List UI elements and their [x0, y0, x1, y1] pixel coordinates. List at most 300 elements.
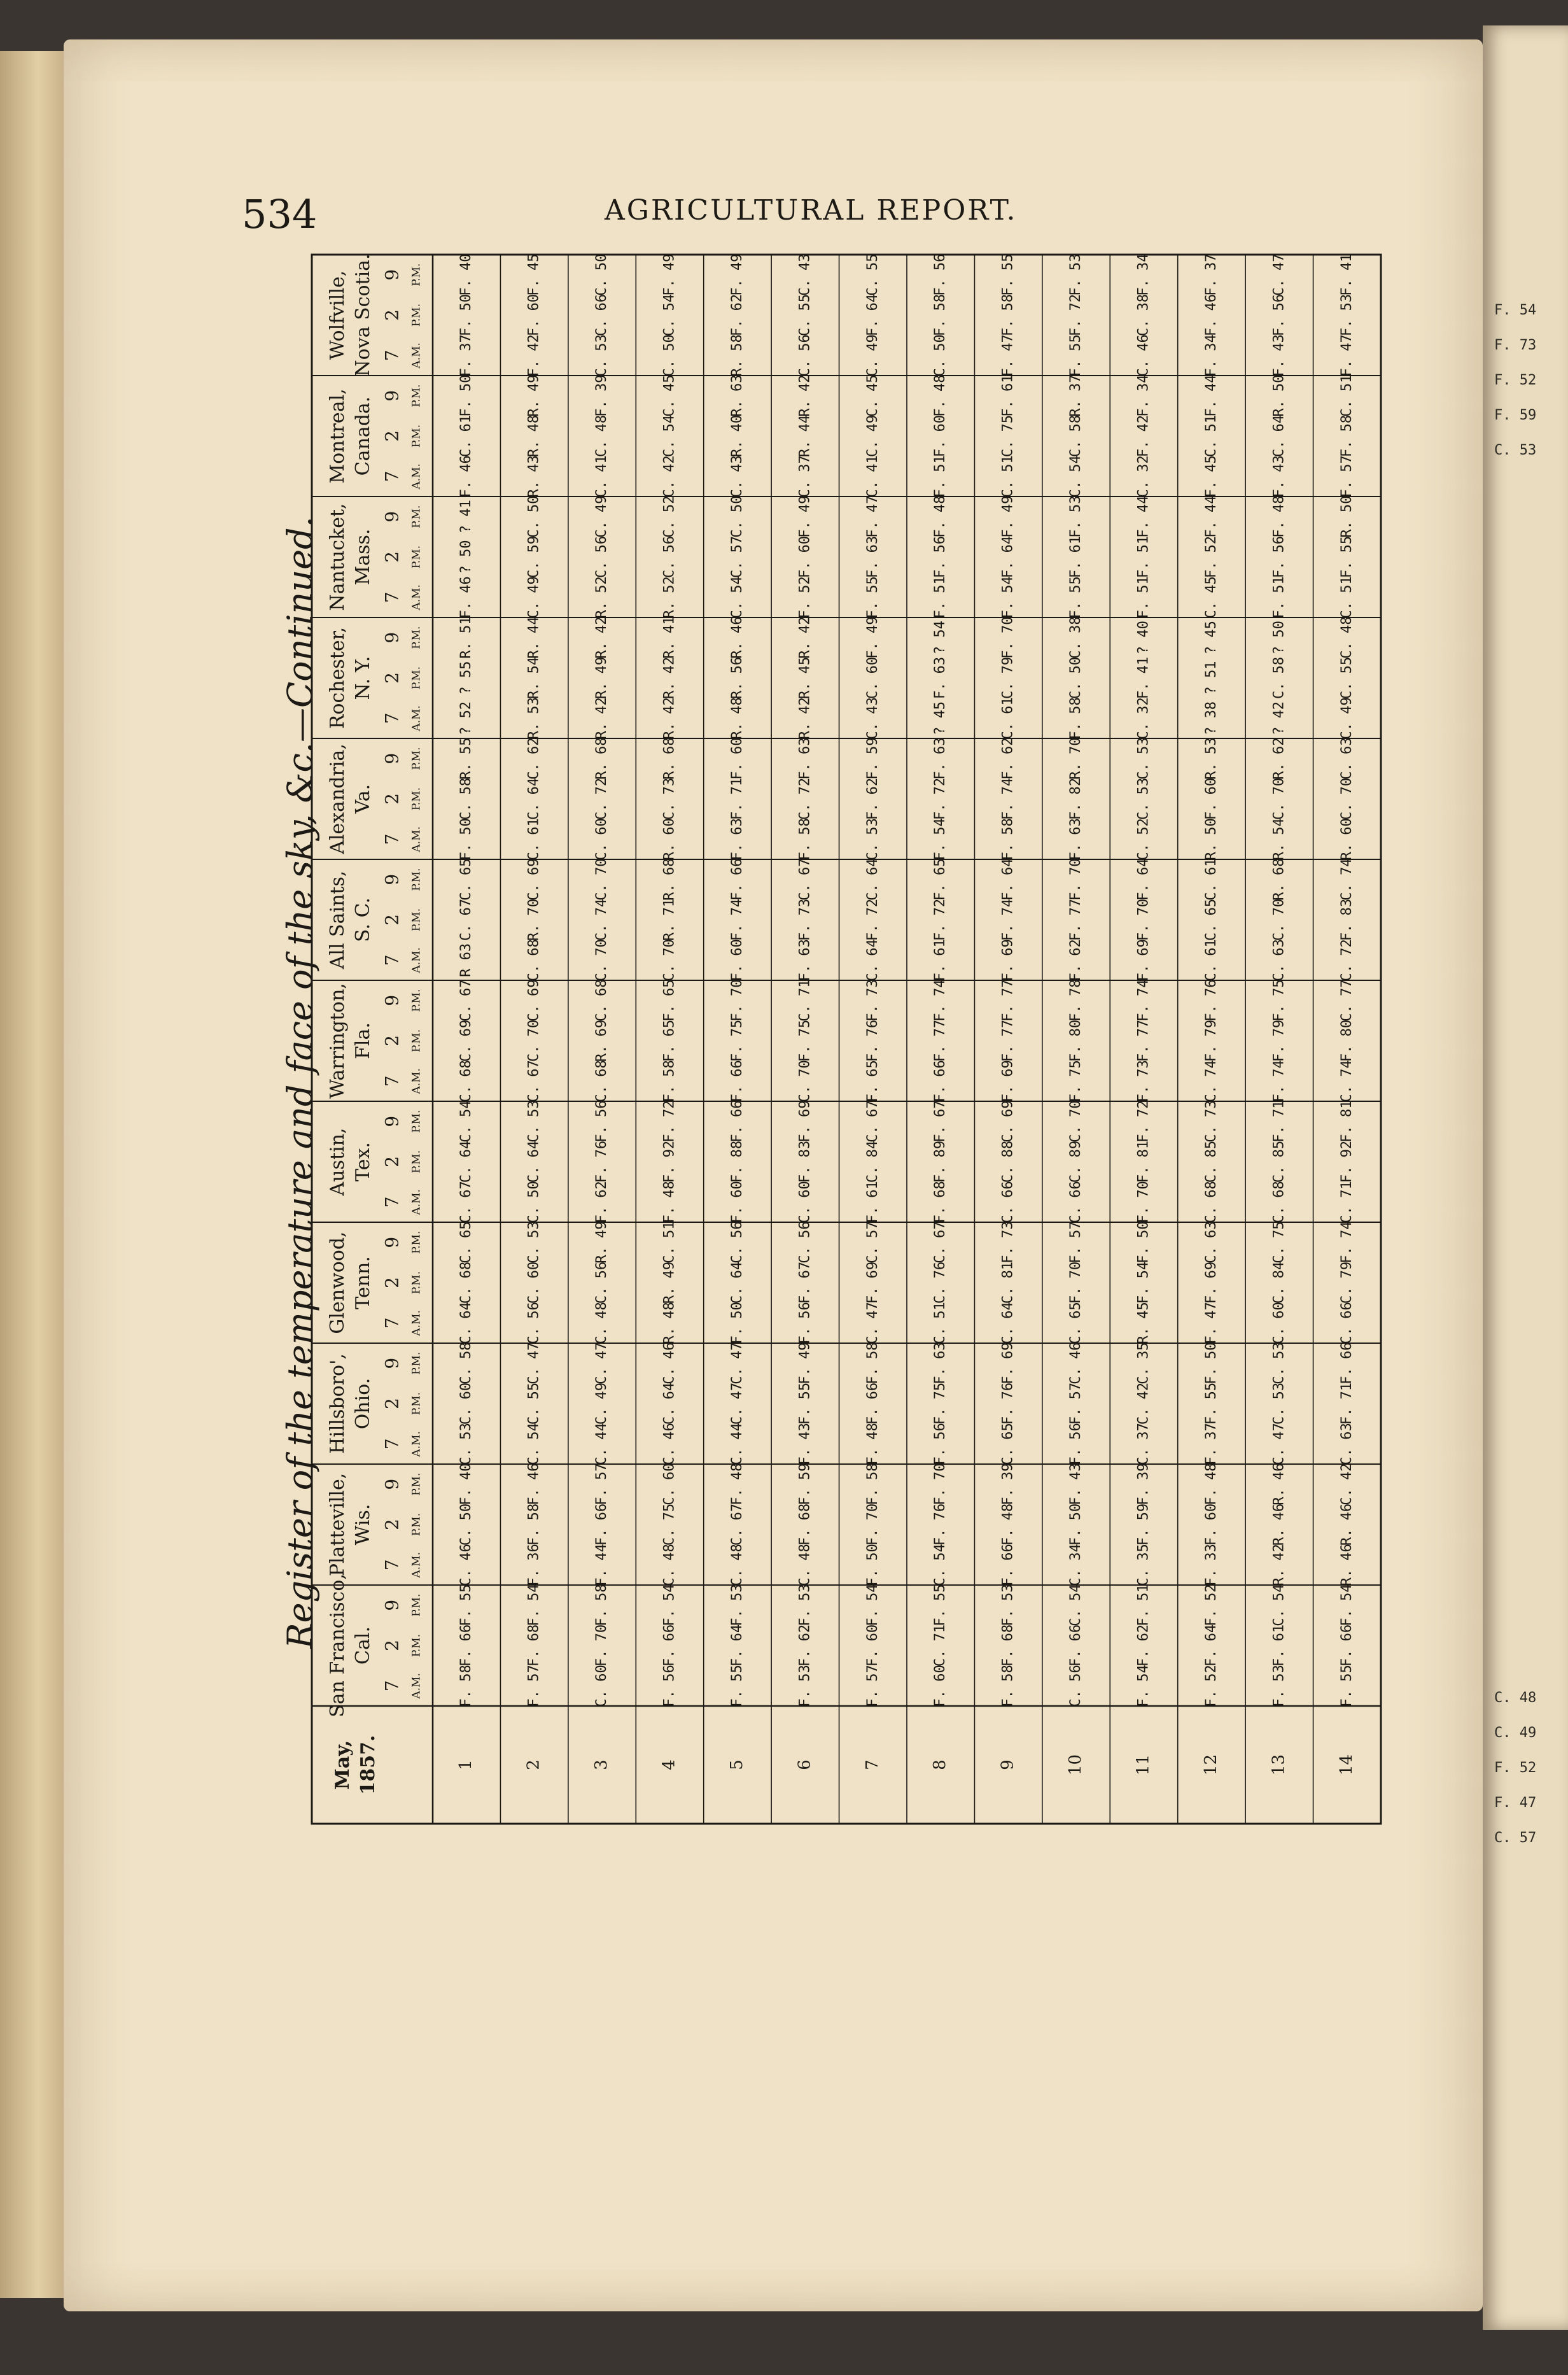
reading-cell: F. 53 [1338, 293, 1355, 337]
reading-cell: C. 46 [661, 1423, 678, 1465]
reading-cell: C. 51 [1338, 576, 1355, 619]
reading-cell: C. 60 [797, 1181, 813, 1223]
reading-cell: C. 74 [1203, 1060, 1219, 1103]
reading-cell: C. 47 [526, 1342, 542, 1385]
reading-cell: C. 68 [458, 1060, 475, 1103]
reading-cell: F. 75 [1068, 1060, 1084, 1103]
hour-label: 2 [381, 793, 403, 805]
reading-cell: R. 42 [594, 697, 610, 740]
reading-cell: F. 57 [526, 1665, 542, 1707]
reading-cell: F. 65 [661, 1019, 678, 1062]
reading-cell: R. 42 [594, 616, 610, 659]
reading-cell: F. 47 [1203, 1302, 1219, 1344]
reading-cell: F. 60 [729, 737, 745, 780]
reading-cell: F. 48 [932, 374, 949, 417]
reading-cell: F. 53 [1271, 1665, 1287, 1707]
reading-cell: C. 72 [797, 777, 813, 821]
period-label: P.M. [410, 1230, 423, 1254]
reading-cell: C. 72 [1338, 939, 1355, 982]
reading-cell: F. 74 [1338, 1221, 1355, 1264]
reading-cell: C. 63 [1271, 939, 1287, 982]
hour-label: 2 [381, 1277, 403, 1288]
reading-cell: F. 76 [1203, 979, 1219, 1022]
reading-cell: R. 63 [729, 374, 745, 417]
reading-cell: F. 73 [797, 898, 813, 941]
reading-cell: C. 51 [1203, 414, 1219, 458]
reading-cell: F. 83 [797, 1140, 813, 1183]
reading-cell: ? 38 [1203, 701, 1219, 735]
reading-cell: C. 67 [526, 1060, 542, 1103]
reading-cell: F. 63 [932, 1342, 949, 1385]
reading-cell: F. 43 [797, 1423, 813, 1465]
reading-cell: F. 66 [729, 1100, 745, 1143]
reading-cell: F. 56 [932, 1423, 949, 1465]
reading-cell: R. 48 [729, 697, 745, 740]
reading-cell: F. 75 [729, 1019, 745, 1062]
reading-cell: C. 71 [797, 979, 813, 1022]
reading-cell: ? 50 [458, 540, 475, 574]
reading-cell: F. 44 [1135, 495, 1152, 538]
reading-cell: F. 92 [1338, 1140, 1355, 1183]
reading-cell: C. 60 [864, 656, 881, 700]
reading-cell: F. 62 [1135, 1624, 1152, 1667]
reading-cell: R. 42 [661, 697, 678, 740]
reading-cell: C. 61 [1203, 939, 1219, 982]
reading-cell: F. 73 [1000, 1221, 1016, 1264]
reading-cell: F. 50 [1135, 1221, 1152, 1264]
reading-cell: F. 43 [1271, 334, 1287, 377]
reading-cell: F. 56 [797, 1302, 813, 1344]
reading-cell: C. 37 [1135, 1423, 1152, 1465]
reading-cell: F. 54 [864, 1584, 881, 1626]
reading-cell: F. 55 [932, 1584, 949, 1626]
period-label: A.M. [410, 705, 423, 731]
period-label: P.M. [410, 1633, 423, 1658]
reading-cell: F. 69 [1135, 939, 1152, 982]
reading-cell: F. 73 [864, 979, 881, 1022]
reading-cell: C. 51 [1000, 455, 1016, 498]
reading-cell: F. 76 [932, 1503, 949, 1546]
period-label: P.M. [410, 626, 423, 649]
reading-cell: C. 64 [729, 1261, 745, 1304]
reading-cell: R. 53 [526, 697, 542, 740]
reading-cell: C. 43 [797, 253, 813, 296]
reading-cell: F. 64 [1000, 858, 1016, 901]
reading-cell: F. 70 [1000, 616, 1016, 659]
station-region: Fla. [352, 1022, 374, 1059]
reading-cell: C. 47 [594, 1342, 610, 1385]
reading-cell: F. 44 [594, 1544, 610, 1586]
reading-cell: R. 42 [797, 616, 813, 659]
reading-cell: F. 54 [1338, 1584, 1355, 1626]
reading-cell: ? 51 [1203, 661, 1219, 695]
period-label: A.M. [410, 1189, 423, 1215]
reading-cell: F. 72 [864, 898, 881, 941]
station-name: Wolfville, [326, 270, 349, 360]
reading-cell: F. 78 [1068, 979, 1084, 1022]
period-label: A.M. [410, 342, 423, 369]
hour-label: 7 [381, 1680, 403, 1692]
reading-cell: F. 49 [661, 253, 678, 296]
reading-cell: F. 75 [1271, 979, 1287, 1022]
reading-cell: F. 71 [1338, 1382, 1355, 1425]
reading-cell: F. 66 [1000, 1544, 1016, 1586]
reading-cell: R. 68 [594, 737, 610, 780]
hour-label: 7 [381, 1075, 403, 1087]
reading-cell: F. 76 [864, 1019, 881, 1062]
reading-cell: C. 64 [458, 1140, 475, 1183]
reading-cell: F. 58 [1000, 1665, 1016, 1707]
reading-cell: C. 71 [932, 1624, 949, 1667]
reading-cell: F. 55 [1068, 576, 1084, 619]
reading-cell: F. 70 [729, 979, 745, 1022]
reading-cell: C. 67 [458, 979, 475, 1022]
reading-cell: F. 52 [1203, 1584, 1219, 1626]
reading-cell: R. 44 [797, 414, 813, 458]
reading-cell: C. 57 [729, 535, 745, 579]
reading-cell: F. 58 [661, 1060, 678, 1103]
reading-cell: F. 74 [1271, 1060, 1287, 1103]
reading-cell: C. 50 [729, 495, 745, 538]
reading-cell: F. 46 [458, 455, 475, 498]
period-label: P.M. [410, 1029, 423, 1053]
reading-cell: F. 66 [458, 1624, 475, 1667]
hour-label: 2 [381, 914, 403, 926]
reading-cell: C. 69 [458, 1019, 475, 1062]
day-label: 4 [659, 1759, 679, 1770]
reading-cell: F. 51 [1135, 535, 1152, 579]
reading-cell: F. 75 [932, 1382, 949, 1425]
reading-cell: C. 51 [661, 1221, 678, 1264]
station-name: Nantucket, [326, 503, 349, 611]
reading-cell: C. 50 [661, 334, 678, 377]
hour-label: 9 [381, 994, 403, 1006]
reading-cell: C. 53 [1271, 1382, 1287, 1425]
reading-cell: R. 52 [594, 576, 610, 619]
hour-label: 9 [381, 511, 403, 523]
period-label: P.M. [410, 787, 423, 811]
reading-cell: F. 58 [594, 1584, 610, 1626]
period-label: P.M. [410, 1150, 423, 1174]
reading-cell: C. 56 [797, 334, 813, 377]
period-label: P.M. [410, 384, 423, 407]
reading-cell: C. 70 [661, 939, 678, 982]
reading-cell: C. 49 [1338, 697, 1355, 740]
day-label: 14 [1336, 1754, 1356, 1776]
day-label: 13 [1269, 1754, 1289, 1776]
reading-cell: C. 53 [526, 1100, 542, 1143]
reading-cell: F. 46 [526, 1463, 542, 1505]
reading-cell: F. 54 [526, 1584, 542, 1626]
day-label: 5 [727, 1759, 746, 1770]
reading-cell: C. 64 [458, 1302, 475, 1344]
reading-cell: C. 64 [526, 1140, 542, 1183]
reading-cell: F. 53 [1000, 1584, 1016, 1626]
reading-cell: C. 56 [1068, 1665, 1084, 1707]
reading-cell: F. 67 [932, 1100, 949, 1143]
reading-cell: R. 37 [1068, 374, 1084, 417]
reading-cell: F. 61 [1068, 535, 1084, 579]
reading-cell: C. 54 [1068, 455, 1084, 498]
reading-cell: C. 53 [458, 1423, 475, 1465]
reading-cell: F. 50 [458, 818, 475, 861]
reading-cell: C. 42 [1135, 1382, 1152, 1425]
hour-label: 9 [381, 631, 403, 644]
reading-cell: R. 46 [1271, 1503, 1287, 1546]
reading-cell: F. 58 [1338, 414, 1355, 458]
reading-cell: F. 62 [864, 777, 881, 821]
reading-cell: C. 50 [526, 495, 542, 538]
reading-cell: C. 65 [458, 858, 475, 901]
reading-cell: C. 70 [594, 858, 610, 901]
reading-cell: C. 45 [661, 374, 678, 417]
reading-cell: C. 58 [458, 1342, 475, 1385]
reading-cell: C. 53 [1271, 1342, 1287, 1385]
reading-cell: C. 68 [594, 1060, 610, 1103]
hour-label: 2 [381, 1398, 403, 1409]
day-label: 3 [592, 1759, 612, 1770]
reading-cell: C. 84 [1271, 1261, 1287, 1304]
reading-cell: F. 51 [1271, 576, 1287, 619]
period-label: A.M. [410, 463, 423, 490]
hour-label: 9 [381, 1357, 403, 1369]
reading-cell: F. 48 [729, 1463, 745, 1505]
reading-cell: C. 54 [1271, 1584, 1287, 1626]
reading-cell: R. 54 [526, 656, 542, 700]
reading-cell: F. 55 [1068, 334, 1084, 377]
reading-cell: F. 53 [797, 1584, 813, 1626]
reading-cell: F. 77 [1135, 1019, 1152, 1062]
corner-year: 1857. [357, 1735, 379, 1795]
reading-cell: C. 75 [661, 1503, 678, 1546]
hour-label: 7 [381, 1559, 403, 1571]
reading-cell: C. 53 [594, 334, 610, 377]
reading-cell: F. 55 [1203, 1382, 1219, 1425]
reading-cell: C. 70 [594, 939, 610, 982]
page-number: 534 [242, 191, 318, 237]
reading-cell: F. 57 [864, 1665, 881, 1707]
reading-cell: F. 75 [797, 1019, 813, 1062]
period-label: P.M. [410, 1110, 423, 1133]
reading-cell: C. 60 [594, 818, 610, 861]
reading-cell: R. 42 [661, 656, 678, 700]
reading-cell: C. 66 [1000, 1181, 1016, 1223]
reading-cell: R. 41 [661, 616, 678, 659]
station-region: N. Y. [352, 656, 374, 700]
reading-cell: F. 72 [932, 898, 949, 941]
reading-cell: ? 40 [1135, 621, 1152, 655]
reading-cell: C. 70 [1271, 777, 1287, 821]
reading-cell: F. 60 [729, 939, 745, 982]
reading-cell: R. 50 [1338, 495, 1355, 538]
reading-cell: C. 67 [864, 1100, 881, 1143]
reading-cell: R. 54 [1271, 818, 1287, 861]
reading-cell: C. 69 [1000, 1100, 1016, 1143]
reading-cell: C. 49 [594, 495, 610, 538]
reading-cell: ? 45 [932, 701, 949, 735]
reading-cell: F. 44 [1203, 374, 1219, 417]
reading-cell: R. 70 [526, 898, 542, 941]
reading-cell: F. 57 [1068, 1221, 1084, 1264]
reading-cell: ? 54 [932, 621, 949, 655]
reading-cell: R. 42 [797, 697, 813, 740]
reading-cell: C. 73 [661, 777, 678, 821]
station-name: Rochester, [326, 626, 349, 729]
reading-cell: C. 49 [526, 576, 542, 619]
reading-cell: R. 68 [661, 737, 678, 780]
reading-cell: F. 53 [797, 1665, 813, 1707]
reading-cell: C. 68 [594, 979, 610, 1022]
next-page-peek-a: F. 54 F. 73 F. 52 F. 59 C. 53 [1494, 302, 1537, 458]
reading-cell: F. 55 [1338, 1665, 1355, 1707]
reading-cell: C. 65 [1068, 1302, 1084, 1344]
reading-cell: C. 61 [1203, 858, 1219, 901]
reading-cell: F. 37 [1203, 1423, 1219, 1465]
reading-cell: F. 48 [1000, 1503, 1016, 1546]
hour-label: 7 [381, 954, 403, 966]
reading-cell: C. 88 [1000, 1140, 1016, 1183]
period-label: P.M. [410, 303, 423, 327]
reading-cell: R. 56 [729, 656, 745, 700]
reading-cell: F. 74 [1000, 777, 1016, 821]
reading-cell: C. 85 [1271, 1140, 1287, 1183]
reading-cell: C. 56 [526, 1302, 542, 1344]
reading-cell: C. 77 [1338, 979, 1355, 1022]
reading-cell: F. 49 [864, 616, 881, 659]
reading-cell: F. 74 [1000, 898, 1016, 941]
station-region: S. C. [352, 898, 374, 942]
reading-cell: C. 69 [526, 979, 542, 1022]
hour-label: 9 [381, 1115, 403, 1127]
reading-cell: F. 70 [864, 1503, 881, 1546]
reading-cell: F. 62 [797, 1624, 813, 1667]
reading-cell: F. 77 [1000, 1019, 1016, 1062]
reading-cell: R. 49 [526, 374, 542, 417]
reading-cell: F. 42 [1135, 414, 1152, 458]
reading-cell: F. 54 [661, 1584, 678, 1626]
reading-cell: C. 38 [1068, 616, 1084, 659]
reading-cell: F. 72 [661, 1100, 678, 1143]
reading-cell: F. 34 [1135, 374, 1152, 417]
reading-cell: F. 57 [594, 1463, 610, 1505]
reading-cell: F. 41 [1338, 253, 1355, 296]
station-name: Glenwood, [326, 1231, 349, 1334]
reading-cell: C. 64 [661, 1382, 678, 1425]
station-region: Nova Scotia. [352, 253, 374, 377]
reading-cell: C. 60 [1271, 1302, 1287, 1344]
reading-cell: C. 51 [932, 1302, 949, 1344]
reading-cell: C. 85 [1203, 1140, 1219, 1183]
reading-cell: C. 68 [1271, 1181, 1287, 1223]
reading-cell: C. 53 [526, 1221, 542, 1264]
day-label: 9 [998, 1759, 1018, 1770]
reading-cell: F. 39 [1135, 1463, 1152, 1505]
reading-cell: F. 72 [932, 777, 949, 821]
reading-cell: F. 62 [1000, 737, 1016, 780]
reading-cell: R. 48 [526, 414, 542, 458]
hour-label: 7 [381, 1438, 403, 1450]
reading-cell: C. 57 [864, 1221, 881, 1264]
period-label: A.M. [410, 1310, 423, 1336]
reading-cell: C. 54 [932, 1544, 949, 1586]
reading-cell: C. 73 [1203, 1100, 1219, 1143]
reading-cell: F. 54 [1135, 1261, 1152, 1304]
reading-cell: F. 66 [1338, 1342, 1355, 1385]
reading-cell: F. 60 [526, 293, 542, 337]
reading-cell: C. 76 [932, 1261, 949, 1304]
hour-label: 2 [381, 551, 403, 563]
reading-cell: C. 47 [1271, 253, 1287, 296]
hour-label: 7 [381, 470, 403, 483]
hour-label: 9 [381, 1236, 403, 1248]
reading-cell: C. 61 [1000, 697, 1016, 740]
reading-cell: C. 48 [1338, 616, 1355, 659]
reading-cell: C. 67 [729, 1503, 745, 1546]
reading-cell: C. 81 [1000, 1261, 1016, 1304]
period-label: A.M. [410, 1068, 423, 1094]
reading-cell: F. 41 [1135, 656, 1152, 700]
hour-label: 2 [381, 1519, 403, 1530]
reading-cell: ? 42 [1271, 701, 1287, 735]
reading-cell: F. 77 [1068, 898, 1084, 941]
hour-label: 7 [381, 833, 403, 845]
period-label: P.M. [410, 1271, 423, 1295]
corner-month: May, [332, 1740, 354, 1790]
reading-cell: F. 56 [932, 253, 949, 296]
reading-cell: F. 60 [932, 1665, 949, 1707]
reading-cell: C. 32 [1135, 455, 1152, 498]
station-region: Ohio. [352, 1378, 374, 1430]
reading-cell: F. 60 [797, 535, 813, 579]
period-label: P.M. [410, 908, 423, 932]
reading-cell: F. 64 [864, 293, 881, 337]
reading-cell: C. 43 [864, 697, 881, 740]
period-label: P.M. [410, 1512, 423, 1537]
reading-cell: F. 88 [729, 1140, 745, 1183]
reading-cell: C. 68 [1203, 1181, 1219, 1223]
reading-cell: F. 74 [729, 898, 745, 941]
reading-cell: F. 69 [1203, 1261, 1219, 1304]
reading-cell: C. 89 [1068, 1140, 1084, 1183]
reading-cell: F. 81 [1338, 1100, 1355, 1143]
reading-cell: C. 67 [797, 858, 813, 901]
period-label: A.M. [410, 1552, 423, 1578]
reading-cell: F. 56 [1271, 535, 1287, 579]
reading-cell: C. 64 [1271, 414, 1287, 458]
reading-cell: F. 58 [797, 818, 813, 861]
period-label: P.M. [410, 1351, 423, 1375]
reading-cell: F. 51 [932, 576, 949, 619]
station-name: Austin, [326, 1127, 349, 1196]
reading-cell: F. 70 [1135, 898, 1152, 941]
reading-cell: C. 65 [1000, 1423, 1016, 1465]
reading-cell: F. 63 [729, 818, 745, 861]
reading-cell: R. 68 [1271, 858, 1287, 901]
reading-cell: F. 48 [661, 1181, 678, 1223]
reading-cell: C. 49 [864, 334, 881, 377]
reading-cell: C. 58 [1068, 414, 1084, 458]
reading-cell: F. 59 [1135, 1503, 1152, 1546]
hour-label: 2 [381, 430, 403, 442]
reading-cell: F. 70 [594, 1624, 610, 1667]
reading-cell: C. 47 [864, 1302, 881, 1344]
reading-cell: F. 58 [1000, 293, 1016, 337]
reading-cell: ? 41 [458, 500, 475, 534]
station-name: All Saints, [326, 870, 349, 969]
reading-cell: C. 37 [797, 455, 813, 498]
reading-cell: F. 56 [932, 535, 949, 579]
reading-cell: F. 54 [1000, 576, 1016, 619]
